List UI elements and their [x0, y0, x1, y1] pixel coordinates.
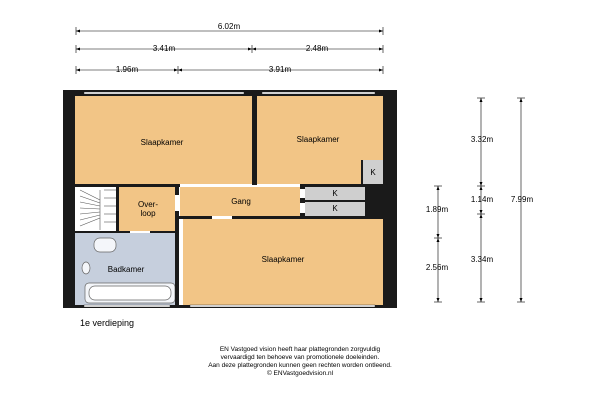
- dim-height-hall: 1.89m: [425, 205, 449, 214]
- toilet: [94, 238, 116, 252]
- dim-width-right: 2.48m: [305, 44, 329, 53]
- label-closet-2: K: [332, 189, 338, 198]
- label-landing-line1: Over-: [138, 200, 158, 209]
- dim-height-lower: 3.34m: [470, 255, 494, 264]
- disclaimer-line: EN Vastgoed vision heeft haar plattegronden zorgvuldig: [219, 346, 381, 353]
- dim-height-bath: 2.56m: [425, 263, 449, 272]
- label-closet-3: K: [332, 204, 338, 213]
- dim-width-left: 3.41m: [152, 44, 176, 53]
- label-landing-line2: loop: [140, 209, 156, 218]
- dim-total-width: 6.02m: [217, 22, 241, 31]
- dim-height-top: 3.32m: [470, 135, 494, 144]
- dim-height-total: 7.99m: [510, 195, 534, 204]
- disclaimer-copyright: © ENVastgoedvision.nl: [266, 370, 334, 377]
- label-hallway: Gang: [231, 197, 251, 206]
- disclaimer: [0, 346, 600, 378]
- disclaimer-line: Aan deze plattegronden kunnen geen rechten worden ontleend.: [208, 362, 392, 369]
- floor-label: 1e verdieping: [80, 318, 135, 328]
- dim-width-rest: 3.91m: [268, 65, 292, 74]
- disclaimer-line: vervaardigd ten behoeve van promotionele doeleinden.: [220, 354, 380, 361]
- dim-height-mid: 1.14m: [470, 195, 494, 204]
- label-closet-1: K: [370, 168, 376, 177]
- dim-width-stair: 1.96m: [115, 65, 139, 74]
- sink: [82, 262, 90, 274]
- label-bedroom-bottom: Slaapkamer: [261, 255, 305, 264]
- label-bedroom-top-right: Slaapkamer: [296, 135, 340, 144]
- room-bedroom-top-right-lower: [257, 160, 361, 184]
- label-bedroom-top-left: Slaapkamer: [140, 138, 184, 147]
- label-bathroom: Badkamer: [107, 265, 145, 274]
